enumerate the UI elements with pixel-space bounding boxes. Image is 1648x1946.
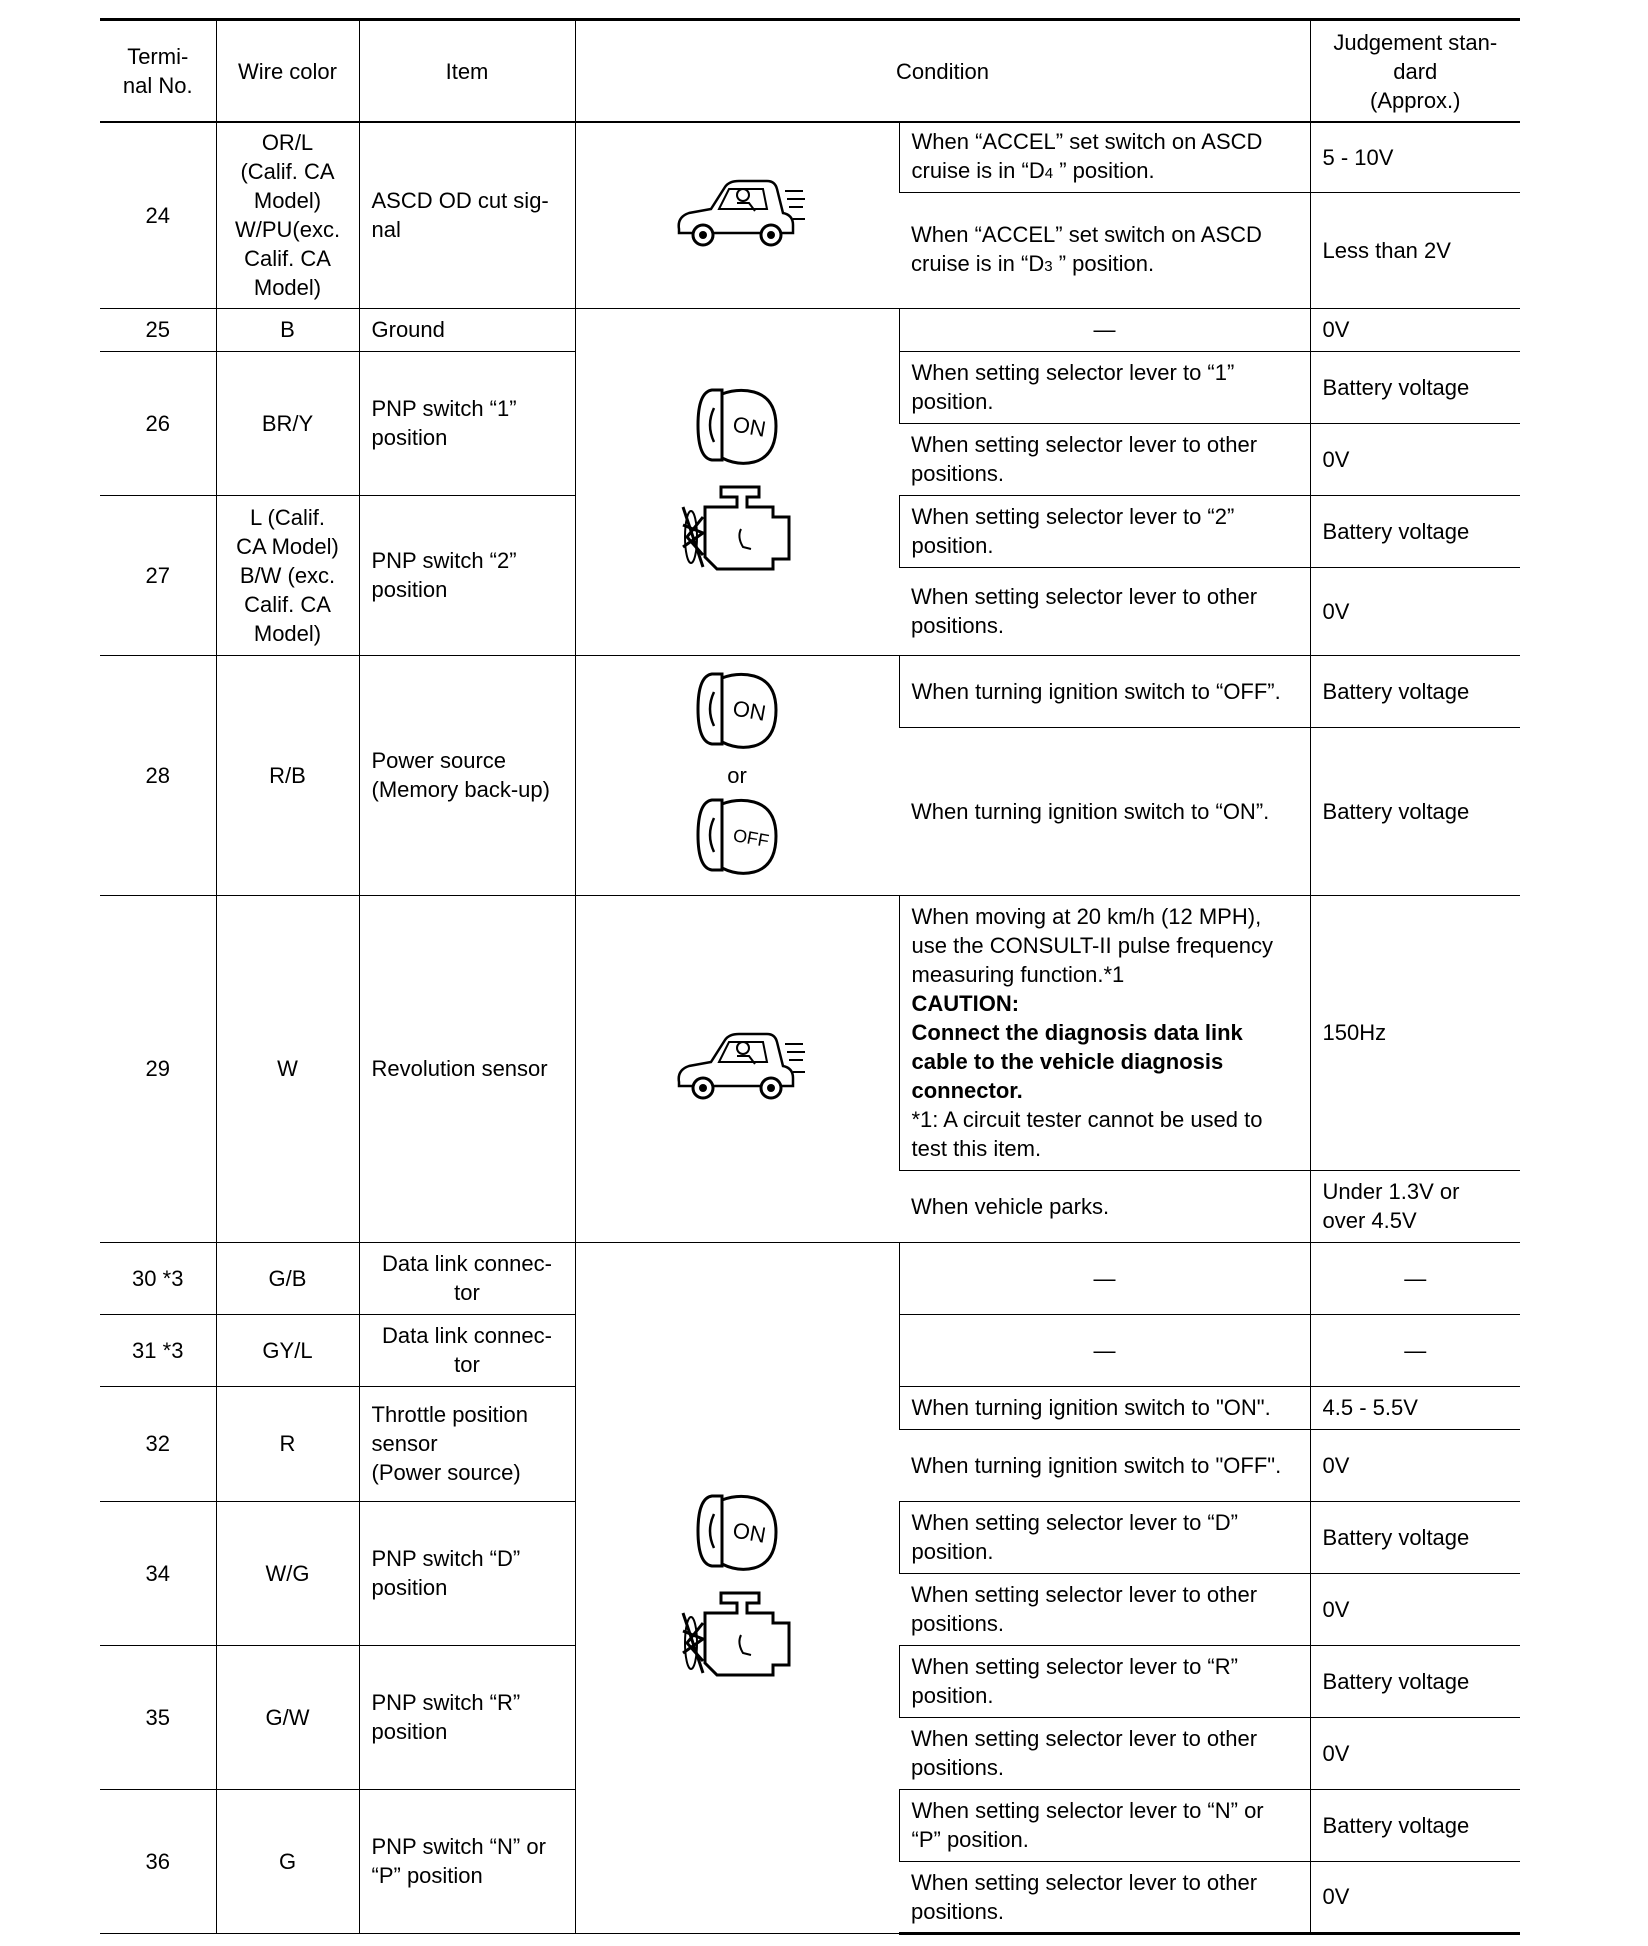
item: PNP switch “D” position xyxy=(359,1501,575,1645)
condition: When setting selector lever to other positions. xyxy=(899,423,1310,495)
header-judgement: Judgement stan- dard (Approx.) xyxy=(1310,20,1520,123)
judgement: Less than 2V xyxy=(1310,192,1520,308)
wire-color: R/B xyxy=(216,655,359,895)
judgement: 0V xyxy=(1310,567,1520,655)
judgement: 0V xyxy=(1310,423,1520,495)
item: Revolution sensor xyxy=(359,895,575,1242)
condition: When turning ignition switch to "ON". xyxy=(899,1386,1310,1429)
judgement: 5 - 10V xyxy=(1310,122,1520,192)
header-condition: Condition xyxy=(575,20,1310,123)
condition-icon-cell xyxy=(575,1242,899,1933)
condition: — xyxy=(899,1314,1310,1386)
item: Power source (Memory back-up) xyxy=(359,655,575,895)
table-row xyxy=(100,1242,1520,1314)
condition: When turning ignition switch to "OFF". xyxy=(899,1429,1310,1501)
condition: When setting selector lever to “N” or “P” position. xyxy=(899,1789,1310,1861)
item: Data link connec- tor xyxy=(359,1242,575,1314)
or-label: or xyxy=(727,762,747,788)
vehicle-driving-icon xyxy=(667,166,807,258)
judgement: — xyxy=(1310,1314,1520,1386)
terminal-no: 34 xyxy=(100,1501,216,1645)
vehicle-driving-icon xyxy=(667,1019,807,1111)
item: PNP switch “1” position xyxy=(359,351,575,495)
judgement: Battery voltage xyxy=(1310,495,1520,567)
terminal-no: 28 xyxy=(100,655,216,895)
item: Ground xyxy=(359,308,575,351)
condition-icon-cell xyxy=(575,122,899,308)
condition: When turning ignition switch to “OFF”. xyxy=(899,655,1310,727)
terminal-spec-page xyxy=(100,18,1520,1935)
engine-running-icon xyxy=(677,1583,797,1683)
judgement: 0V xyxy=(1310,1429,1520,1501)
terminal-no: 35 xyxy=(100,1645,216,1789)
wire-color: W/G xyxy=(216,1501,359,1645)
condition: — xyxy=(899,308,1310,351)
item: PNP switch “2” position xyxy=(359,495,575,655)
terminal-no: 30 *3 xyxy=(100,1242,216,1314)
judgement: Under 1.3V or over 4.5V xyxy=(1310,1170,1520,1242)
terminal-no: 26 xyxy=(100,351,216,495)
table-row xyxy=(100,895,1520,1170)
condition: When setting selector lever to other positions. xyxy=(899,1573,1310,1645)
judgement: — xyxy=(1310,1242,1520,1314)
terminal-no: 25 xyxy=(100,308,216,351)
condition: When setting selector lever to “2” position. xyxy=(899,495,1310,567)
judgement: Battery voltage xyxy=(1310,1645,1520,1717)
item: PNP switch “R” position xyxy=(359,1645,575,1789)
judgement: 0V xyxy=(1310,308,1520,351)
judgement: Battery voltage xyxy=(1310,1501,1520,1573)
wire-color: B xyxy=(216,308,359,351)
condition: When moving at 20 km/h (12 MPH), use the CONSULT-II pulse frequency measuring function.*1 CAUTION: Connect the diagnosis data link cable to the vehicle diagnosis connector. *1: A circuit tester cannot be used to test this item. xyxy=(899,895,1310,1170)
condition: — xyxy=(899,1242,1310,1314)
condition: When “ACCEL” set switch on ASCD cruise is in “D4 ” position. xyxy=(899,122,1310,192)
condition: When setting selector lever to other positions. xyxy=(899,567,1310,655)
ignition-key-off-icon xyxy=(692,790,782,880)
condition: When setting selector lever to “R” position. xyxy=(899,1645,1310,1717)
condition: When setting selector lever to other positions. xyxy=(899,1861,1310,1933)
table-header-row xyxy=(100,20,1520,123)
judgement: Battery voltage xyxy=(1310,655,1520,727)
header-item: Item xyxy=(359,20,575,123)
condition: When vehicle parks. xyxy=(899,1170,1310,1242)
condition: When turning ignition switch to “ON”. xyxy=(899,727,1310,895)
header-wire-color: Wire color xyxy=(216,20,359,123)
condition: When setting selector lever to “1” position. xyxy=(899,351,1310,423)
wire-color: OR/L (Calif. CA Model) W/PU(exc. Calif. CA Model) xyxy=(216,122,359,308)
table-row xyxy=(100,655,1520,727)
table-row xyxy=(100,308,1520,351)
wire-color: G xyxy=(216,1789,359,1933)
wire-color: L (Calif. CA Model) B/W (exc. Calif. CA Model) xyxy=(216,495,359,655)
condition-icon-cell xyxy=(575,655,899,895)
wire-color: G/B xyxy=(216,1242,359,1314)
judgement: 0V xyxy=(1310,1573,1520,1645)
terminal-no: 32 xyxy=(100,1386,216,1501)
condition-icon-cell xyxy=(575,895,899,1242)
judgement: Battery voltage xyxy=(1310,727,1520,895)
judgement: 0V xyxy=(1310,1861,1520,1933)
engine-running-icon xyxy=(677,477,797,577)
table-row xyxy=(100,122,1520,192)
judgement: 4.5 - 5.5V xyxy=(1310,1386,1520,1429)
ignition-key-on-icon xyxy=(692,380,782,470)
condition-icon-cell xyxy=(575,308,899,655)
item: PNP switch “N” or “P” position xyxy=(359,1789,575,1933)
ignition-key-on-icon xyxy=(692,1486,782,1576)
item: Throttle position sensor (Power source) xyxy=(359,1386,575,1501)
header-terminal-no: Termi- nal No. xyxy=(100,20,216,123)
terminal-no: 29 xyxy=(100,895,216,1242)
wire-color: G/W xyxy=(216,1645,359,1789)
judgement: Battery voltage xyxy=(1310,1789,1520,1861)
ignition-key-on-icon xyxy=(692,664,782,754)
terminal-no: 24 xyxy=(100,122,216,308)
wire-color: BR/Y xyxy=(216,351,359,495)
condition: When setting selector lever to “D” position. xyxy=(899,1501,1310,1573)
judgement: 0V xyxy=(1310,1717,1520,1789)
terminal-no: 27 xyxy=(100,495,216,655)
judgement: 150Hz xyxy=(1310,895,1520,1170)
condition: When “ACCEL” set switch on ASCD cruise is in “D3 ” position. xyxy=(899,192,1310,308)
condition: When setting selector lever to other positions. xyxy=(899,1717,1310,1789)
item: Data link connec- tor xyxy=(359,1314,575,1386)
wire-color: R xyxy=(216,1386,359,1501)
item: ASCD OD cut sig- nal xyxy=(359,122,575,308)
terminal-no: 36 xyxy=(100,1789,216,1933)
wire-color: GY/L xyxy=(216,1314,359,1386)
judgement: Battery voltage xyxy=(1310,351,1520,423)
terminal-no: 31 *3 xyxy=(100,1314,216,1386)
wire-color: W xyxy=(216,895,359,1242)
terminal-spec-table xyxy=(100,18,1520,1935)
